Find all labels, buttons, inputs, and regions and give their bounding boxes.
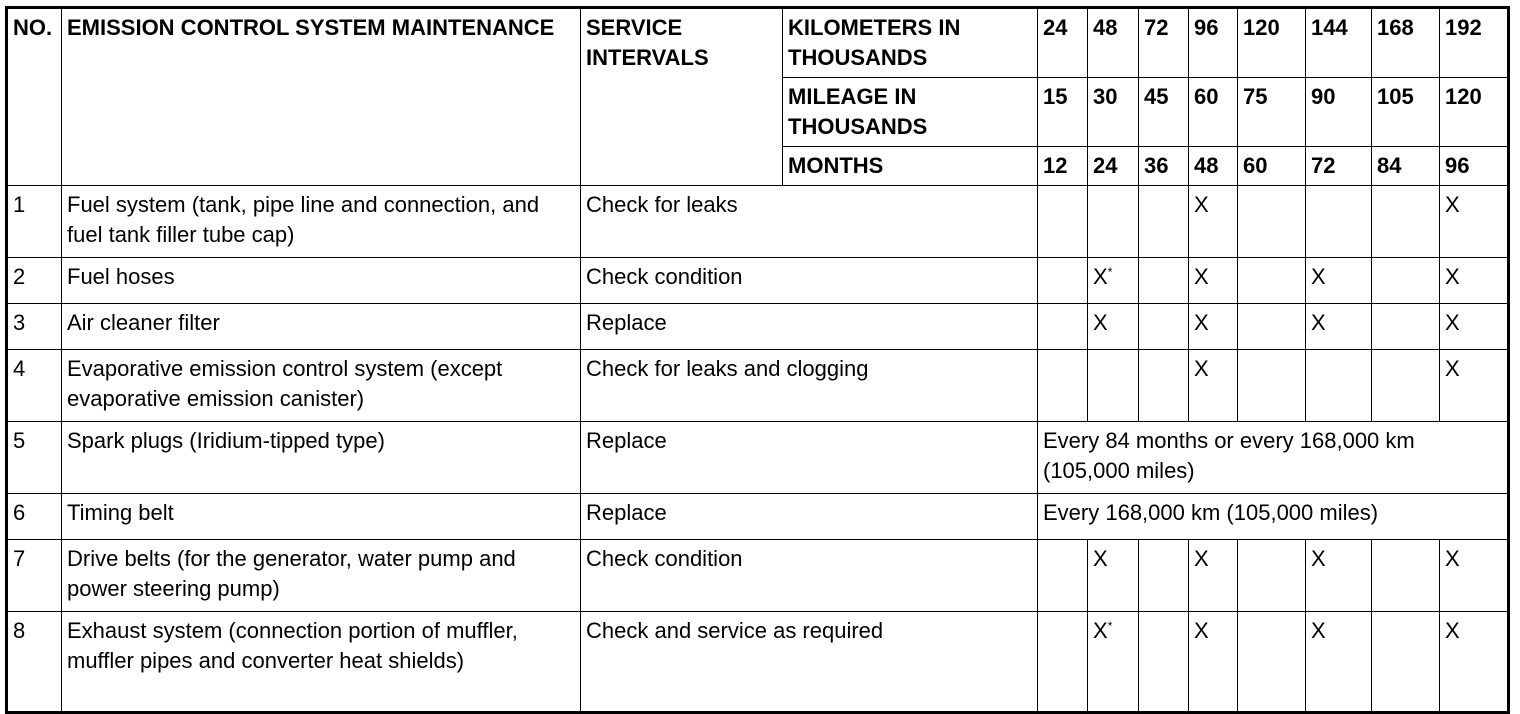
row-mark-cell bbox=[1038, 186, 1088, 258]
x-mark-letter: X bbox=[1093, 310, 1108, 335]
x-mark-letter: X bbox=[1445, 618, 1460, 643]
row-service: Check condition bbox=[581, 258, 1038, 304]
table-row bbox=[7, 258, 1509, 304]
row-mark-cell bbox=[1440, 612, 1509, 713]
x-mark bbox=[1194, 310, 1209, 335]
header-months-cell: 84 bbox=[1372, 147, 1440, 186]
header-months-label: MONTHS bbox=[783, 147, 1038, 186]
header-months-cell: 60 bbox=[1238, 147, 1306, 186]
maintenance-table bbox=[5, 6, 1510, 714]
row-mark-cell bbox=[1306, 612, 1372, 713]
table-row bbox=[7, 186, 1509, 258]
row-number: 6 bbox=[7, 494, 62, 540]
header-miles-cell: 90 bbox=[1306, 78, 1372, 147]
row-service: Check for leaks and clogging bbox=[581, 350, 1038, 422]
row-number: 1 bbox=[7, 186, 62, 258]
x-mark-letter: X bbox=[1311, 264, 1326, 289]
table-row bbox=[7, 540, 1509, 612]
row-item: Drive belts (for the generator, water pump and power steering pump) bbox=[62, 540, 581, 612]
row-mark-cell bbox=[1238, 350, 1306, 422]
header-miles-cell: 75 bbox=[1238, 78, 1306, 147]
x-mark-letter: X bbox=[1445, 356, 1460, 381]
row-mark-cell bbox=[1088, 304, 1139, 350]
header-no: NO. bbox=[7, 8, 62, 186]
row-item: Exhaust system (connection portion of muffler, muffler pipes and converter heat shields) bbox=[62, 612, 581, 713]
row-mark-cell bbox=[1038, 350, 1088, 422]
row-mark-cell bbox=[1139, 258, 1189, 304]
header-row-kilometers bbox=[7, 8, 1509, 78]
x-mark bbox=[1445, 356, 1460, 381]
row-number: 5 bbox=[7, 422, 62, 494]
footnote-asterisk: * bbox=[1107, 619, 1113, 633]
row-mark-cell bbox=[1372, 186, 1440, 258]
x-mark bbox=[1194, 546, 1209, 571]
x-mark-letter: X bbox=[1194, 192, 1209, 217]
x-mark bbox=[1445, 192, 1460, 217]
row-number: 7 bbox=[7, 540, 62, 612]
x-mark bbox=[1194, 356, 1209, 381]
header-km-cell: 72 bbox=[1139, 8, 1189, 78]
table-row bbox=[7, 494, 1509, 540]
row-item: Spark plugs (Iridium-tipped type) bbox=[62, 422, 581, 494]
header-months-cell: 36 bbox=[1139, 147, 1189, 186]
header-miles-cell: 15 bbox=[1038, 78, 1088, 147]
x-mark bbox=[1445, 546, 1460, 571]
x-mark-letter: X bbox=[1194, 356, 1209, 381]
row-mark-cell bbox=[1372, 258, 1440, 304]
x-mark-letter: X bbox=[1194, 546, 1209, 571]
header-miles-cell: 105 bbox=[1372, 78, 1440, 147]
x-mark bbox=[1194, 618, 1209, 643]
footnote-asterisk: * bbox=[1107, 265, 1113, 279]
x-mark bbox=[1093, 618, 1112, 643]
row-mark-cell bbox=[1189, 612, 1238, 713]
table-row bbox=[7, 422, 1509, 494]
row-mark-cell bbox=[1306, 186, 1372, 258]
row-mark-cell bbox=[1139, 186, 1189, 258]
row-mark-cell bbox=[1440, 350, 1509, 422]
row-mark-cell bbox=[1238, 258, 1306, 304]
header-item: EMISSION CONTROL SYSTEM MAINTENANCE bbox=[62, 8, 581, 186]
x-mark bbox=[1093, 264, 1112, 289]
x-mark-letter: X bbox=[1445, 310, 1460, 335]
x-mark-letter: X bbox=[1311, 310, 1326, 335]
row-mark-cell bbox=[1372, 612, 1440, 713]
row-mark-cell bbox=[1306, 258, 1372, 304]
x-mark bbox=[1445, 618, 1460, 643]
table-row bbox=[7, 350, 1509, 422]
row-service: Check for leaks bbox=[581, 186, 1038, 258]
row-mark-cell bbox=[1238, 304, 1306, 350]
table-body bbox=[7, 186, 1509, 713]
row-interval-note: Every 84 months or every 168,000 km (105,000 miles) bbox=[1038, 422, 1509, 494]
row-item: Evaporative emission control system (except evaporative emission canister) bbox=[62, 350, 581, 422]
header-kilometers-label: KILOMETERS IN THOUSANDS bbox=[783, 8, 1038, 78]
row-mark-cell bbox=[1038, 258, 1088, 304]
x-mark bbox=[1194, 264, 1209, 289]
row-number: 2 bbox=[7, 258, 62, 304]
x-mark-letter: X bbox=[1311, 618, 1326, 643]
header-service-intervals: SERVICE INTERVALS bbox=[581, 8, 783, 186]
row-mark-cell bbox=[1189, 540, 1238, 612]
row-mark-cell bbox=[1440, 258, 1509, 304]
header-months-cell: 12 bbox=[1038, 147, 1088, 186]
row-mark-cell bbox=[1038, 304, 1088, 350]
header-months-cell: 24 bbox=[1088, 147, 1139, 186]
header-months-cell: 96 bbox=[1440, 147, 1509, 186]
row-service: Replace bbox=[581, 494, 1038, 540]
row-mark-cell bbox=[1038, 612, 1088, 713]
x-mark-letter: X bbox=[1445, 546, 1460, 571]
table-header bbox=[7, 8, 1509, 186]
row-mark-cell bbox=[1088, 540, 1139, 612]
row-mark-cell bbox=[1038, 540, 1088, 612]
header-miles-cell: 30 bbox=[1088, 78, 1139, 147]
x-mark-letter: X bbox=[1445, 192, 1460, 217]
row-mark-cell bbox=[1189, 350, 1238, 422]
row-mark-cell bbox=[1088, 258, 1139, 304]
row-mark-cell bbox=[1372, 540, 1440, 612]
x-mark-letter: X bbox=[1093, 264, 1108, 289]
row-mark-cell bbox=[1189, 304, 1238, 350]
x-mark-letter: X bbox=[1194, 618, 1209, 643]
x-mark-letter: X bbox=[1445, 264, 1460, 289]
x-mark-letter: X bbox=[1093, 618, 1108, 643]
row-mark-cell bbox=[1139, 304, 1189, 350]
row-mark-cell bbox=[1238, 612, 1306, 713]
row-mark-cell bbox=[1189, 258, 1238, 304]
header-miles-cell: 120 bbox=[1440, 78, 1509, 147]
header-months-cell: 48 bbox=[1189, 147, 1238, 186]
row-mark-cell bbox=[1372, 350, 1440, 422]
row-mark-cell bbox=[1238, 186, 1306, 258]
header-mileage-label: MILEAGE IN THOUSANDS bbox=[783, 78, 1038, 147]
x-mark bbox=[1311, 546, 1326, 571]
table-row bbox=[7, 612, 1509, 713]
row-mark-cell bbox=[1088, 350, 1139, 422]
row-interval-note: Every 168,000 km (105,000 miles) bbox=[1038, 494, 1509, 540]
row-item: Fuel hoses bbox=[62, 258, 581, 304]
x-mark bbox=[1194, 192, 1209, 217]
header-km-cell: 168 bbox=[1372, 8, 1440, 78]
x-mark bbox=[1311, 264, 1326, 289]
row-mark-cell bbox=[1440, 304, 1509, 350]
x-mark-letter: X bbox=[1194, 264, 1209, 289]
row-service: Check and service as required bbox=[581, 612, 1038, 713]
x-mark-letter: X bbox=[1311, 546, 1326, 571]
row-mark-cell bbox=[1139, 612, 1189, 713]
x-mark bbox=[1093, 310, 1108, 335]
header-miles-cell: 60 bbox=[1189, 78, 1238, 147]
row-item: Fuel system (tank, pipe line and connection, and fuel tank filler tube cap) bbox=[62, 186, 581, 258]
row-number: 8 bbox=[7, 612, 62, 713]
x-mark bbox=[1311, 310, 1326, 335]
x-mark bbox=[1093, 546, 1108, 571]
x-mark bbox=[1445, 264, 1460, 289]
x-mark-letter: X bbox=[1194, 310, 1209, 335]
x-mark bbox=[1311, 618, 1326, 643]
header-km-cell: 48 bbox=[1088, 8, 1139, 78]
row-mark-cell bbox=[1189, 186, 1238, 258]
header-months-cell: 72 bbox=[1306, 147, 1372, 186]
row-number: 4 bbox=[7, 350, 62, 422]
row-item: Air cleaner filter bbox=[62, 304, 581, 350]
row-mark-cell bbox=[1088, 612, 1139, 713]
header-km-cell: 192 bbox=[1440, 8, 1509, 78]
table-row bbox=[7, 304, 1509, 350]
row-service: Check condition bbox=[581, 540, 1038, 612]
row-mark-cell bbox=[1440, 186, 1509, 258]
row-mark-cell bbox=[1306, 304, 1372, 350]
header-miles-cell: 45 bbox=[1139, 78, 1189, 147]
row-mark-cell bbox=[1306, 350, 1372, 422]
row-mark-cell bbox=[1372, 304, 1440, 350]
row-mark-cell bbox=[1139, 540, 1189, 612]
row-item: Timing belt bbox=[62, 494, 581, 540]
row-mark-cell bbox=[1139, 350, 1189, 422]
x-mark-letter: X bbox=[1093, 546, 1108, 571]
row-mark-cell bbox=[1238, 540, 1306, 612]
row-service: Replace bbox=[581, 304, 1038, 350]
row-mark-cell bbox=[1440, 540, 1509, 612]
header-km-cell: 120 bbox=[1238, 8, 1306, 78]
row-service: Replace bbox=[581, 422, 1038, 494]
header-km-cell: 96 bbox=[1189, 8, 1238, 78]
header-km-cell: 24 bbox=[1038, 8, 1088, 78]
x-mark bbox=[1445, 310, 1460, 335]
row-mark-cell bbox=[1088, 186, 1139, 258]
row-mark-cell bbox=[1306, 540, 1372, 612]
row-number: 3 bbox=[7, 304, 62, 350]
header-km-cell: 144 bbox=[1306, 8, 1372, 78]
